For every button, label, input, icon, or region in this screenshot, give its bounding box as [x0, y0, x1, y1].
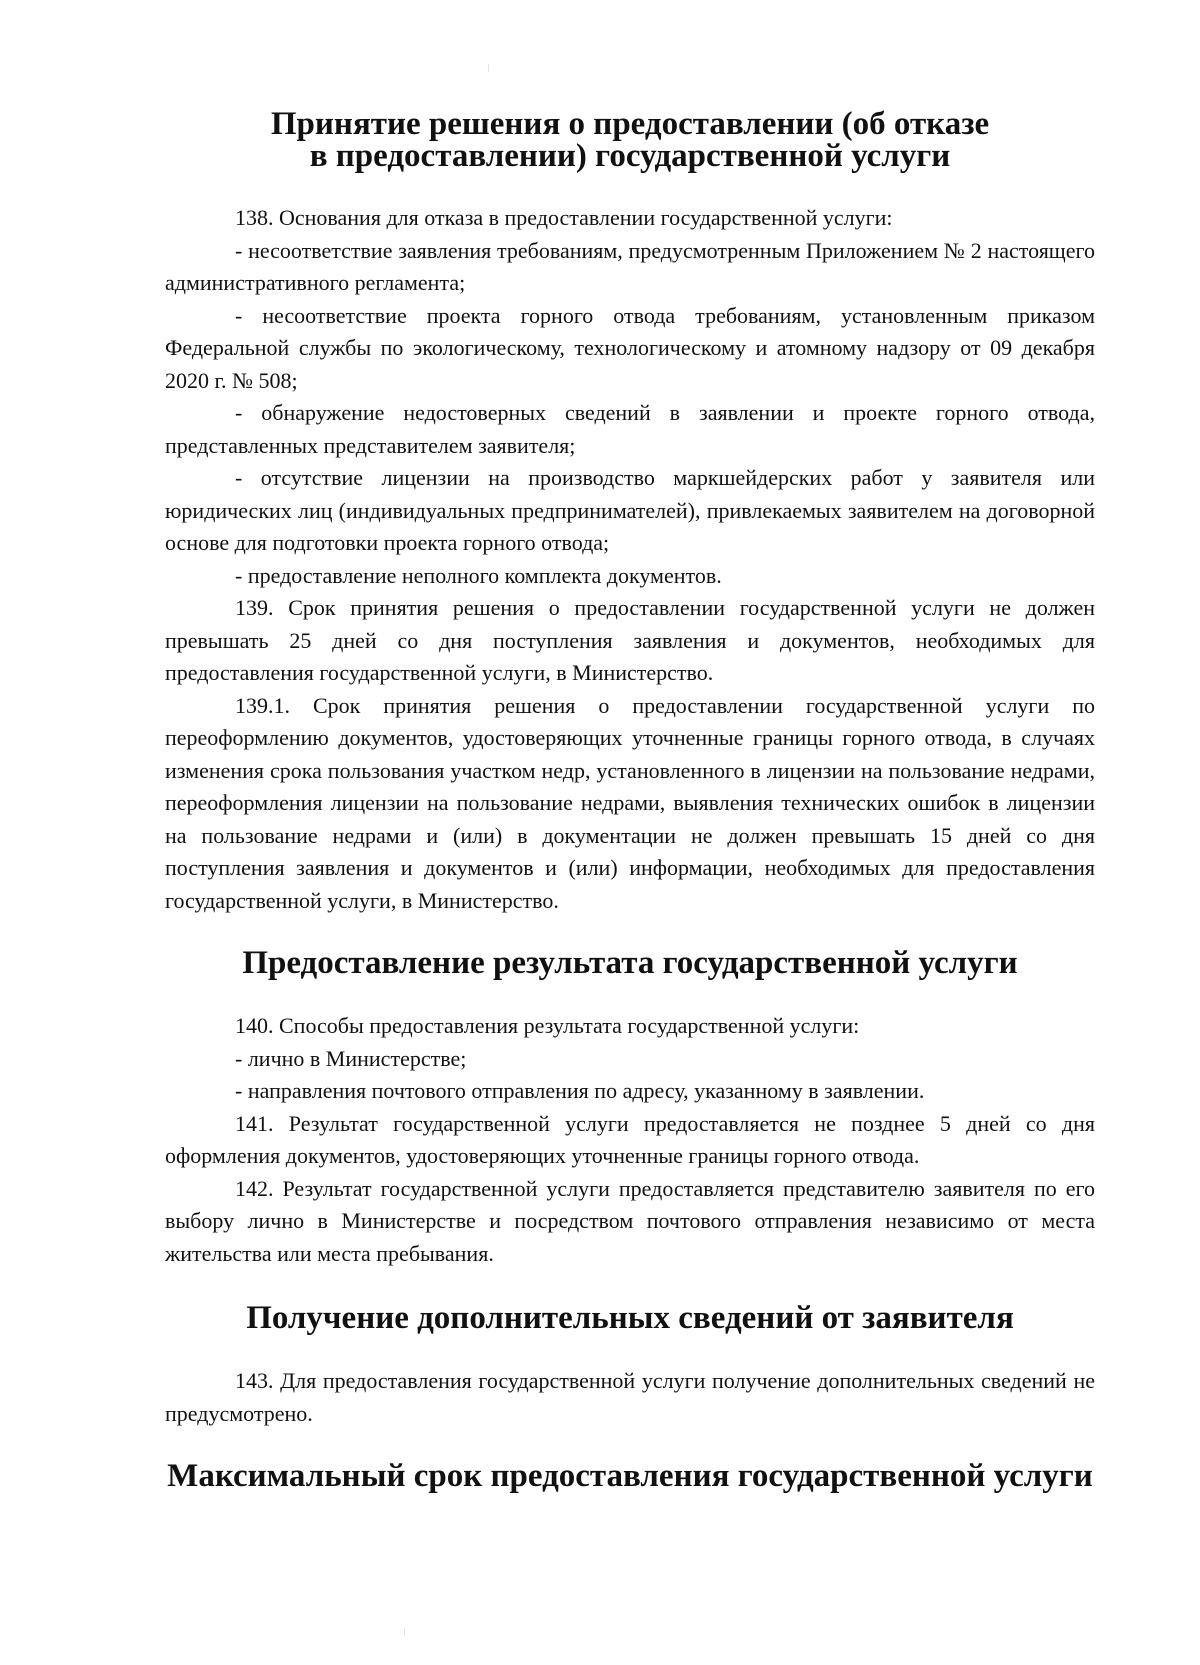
list-item: - несоответствие проекта горного отвода требованиям, установленным приказом Федеральной службы по экологическому, технологическому и атомному надзору от 09 декабря 2020 г. № 508; [165, 302, 1095, 393]
paragraph-141: 141. Результат государственной услуги предоставляется не позднее 5 дней со дня оформления документов, удостоверяющих уточненные границы горного отвода. [165, 1110, 1095, 1168]
heading-line: Принятие решения о предоставлении (об отказе [270, 106, 990, 142]
section-heading-additional-info: Получение дополнительных сведений от заявителя [246, 1300, 1014, 1336]
scan-artifact [404, 1628, 405, 1636]
section-heading-result: Предоставление результата государственной услуги [242, 945, 1018, 981]
paragraph-139: 139. Срок принятия решения о предоставлении государственной услуги не должен превышать 25 дней со дня поступления заявления и документов, необходимых для предоставления государственной услуги, в Министерство. [165, 595, 1095, 685]
paragraph-143: 143. Для предоставления государственной услуги получение дополнительных сведений не предусмотрено. [165, 1368, 1095, 1426]
list-item: - лично в Министерстве; [235, 1045, 467, 1071]
list-item: - отсутствие лицензии на производство маркшейдерских работ у заявителя или юридических лиц (индивидуальных предпринимателей), привлекаемых заявителем на договорной основе для подготовки проекта горного отвода; [165, 465, 1095, 555]
section-heading-decision [165, 108, 1095, 172]
list-item: - направления почтового отправления по адресу, указанному в заявлении. [235, 1078, 925, 1103]
paragraph-140: 140. Способы предоставления результата государственной услуги: [235, 1013, 860, 1038]
list-item: - несоответствие заявления требованиям, предусмотренным Приложением № 2 настоящего административного регламента; [165, 237, 1095, 295]
heading-line: в предоставлении) государственной услуги [309, 138, 951, 174]
paragraph-138: 138. Основания для отказа в предоставлении государственной услуги: [235, 205, 893, 230]
list-item: - обнаружение недостоверных сведений в заявлении и проекте горного отвода, представленных представителем заявителя; [165, 400, 1095, 458]
paragraph-142: 142. Результат государственной услуги предоставляется представителю заявителя по его выбору лично в Министерстве и посредством почтового отправления независимо от места жительства или места пребывания. [165, 1175, 1095, 1266]
document-body [165, 108, 1095, 1492]
section-heading-max-term: Максимальный срок предоставления государственной услуги [167, 1458, 1093, 1494]
scan-artifact [488, 64, 489, 72]
paragraph-139-1: 139.1. Срок принятия решения о предоставлении государственной услуги по переоформлению документов, удостоверяющих уточненные границы горного отвода, в случаях изменения срока пользования участком недр, установленного в лицензии на пользование недрами, переоформления лицензии на пользование недрами, выявления технических ошибок в лицензии на пользование недрами и (или) в документации не должен превышать 15 дней со дня поступления заявления и документов и (или) информации, необходимых для предоставления государственной услуги, в Министерство. [165, 692, 1095, 913]
list-item: - предоставление неполного комплекта документов. [235, 562, 722, 588]
